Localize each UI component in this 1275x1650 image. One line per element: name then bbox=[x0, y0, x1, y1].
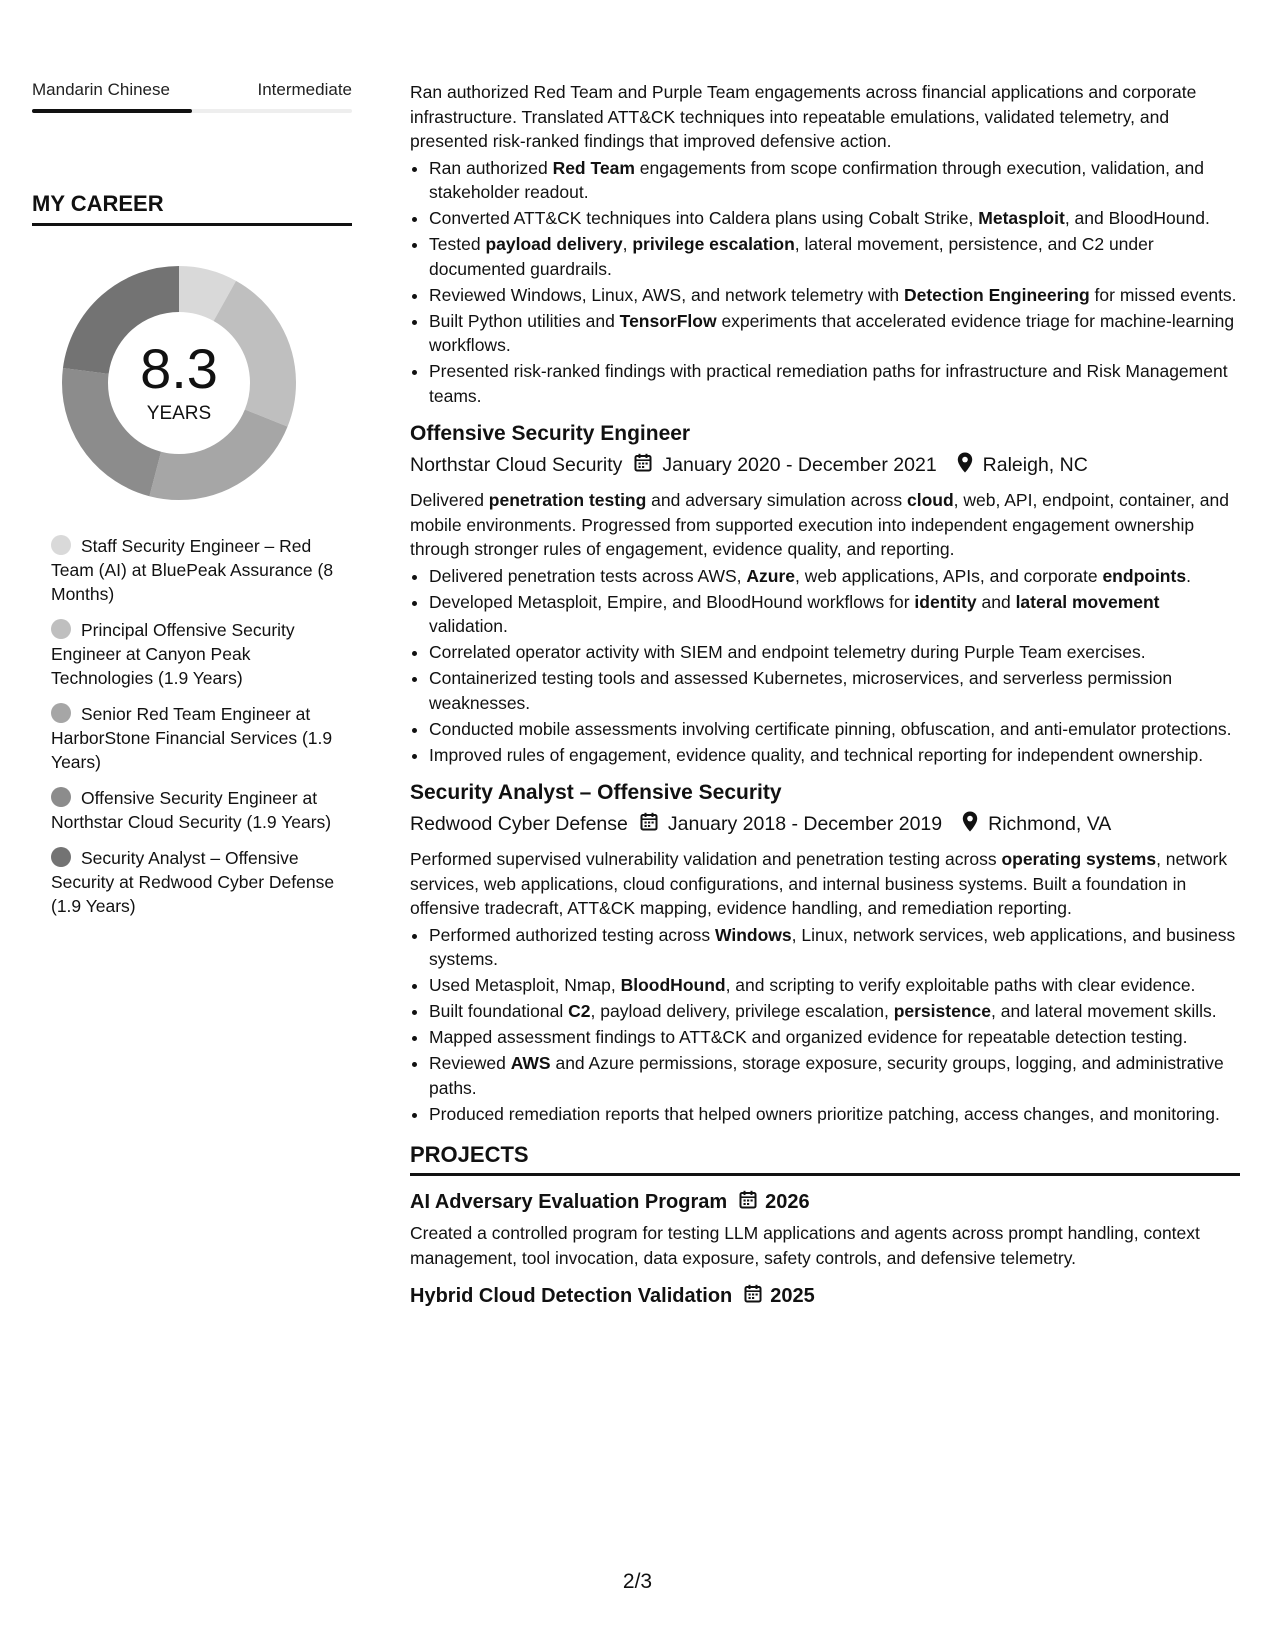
bullet-item: • Produced remediation reports that helped owners prioritize patching, access changes, and monitoring. bbox=[429, 1102, 1240, 1127]
page-number: 2/3 bbox=[622, 1570, 653, 1593]
keyword: identity bbox=[914, 591, 977, 612]
donut-center bbox=[54, 258, 304, 508]
legend-dot-icon bbox=[51, 787, 71, 807]
sidebar bbox=[32, 80, 352, 930]
project-list bbox=[410, 1190, 1240, 1309]
legend-dot-icon bbox=[51, 847, 71, 867]
keyword: Detection Engineering bbox=[903, 284, 1090, 305]
bullet-item: • Mapped assessment findings to ATT&CK and organized evidence for repeatable detection testing. bbox=[429, 1025, 1240, 1050]
bullet-item: • Converted ATT&CK techniques into Caldera plans using Cobalt Strike, Metasploit, and BloodHound. bbox=[429, 206, 1240, 231]
job-meta bbox=[410, 452, 1240, 479]
job-summary: Delivered penetration testing and adversary simulation across cloud, web, API, endpoint, container, and mobile environments. Progressed from supported execution into independent engagement ownership through stronger rules of engagement, evidence quality, and reporting. bbox=[410, 490, 1229, 559]
career-total-unit: YEARS bbox=[146, 403, 212, 424]
job-location: Raleigh, NC bbox=[982, 454, 1088, 476]
keyword: penetration testing bbox=[488, 490, 647, 510]
career-legend-text: Offensive Security Engineer at Northstar Cloud Security (1.9 Years) bbox=[51, 788, 332, 832]
job-list bbox=[410, 422, 1240, 1126]
bullet-item: • Improved rules of engagement, evidence quality, and technical reporting for independent ownership. bbox=[429, 743, 1240, 768]
bullet-item: • Tested payload delivery, privilege escalation, lateral movement, persistence, and C2 under documented guardrails. bbox=[429, 232, 1240, 281]
project-title: Hybrid Cloud Detection Validation bbox=[410, 1285, 733, 1307]
career-legend-item bbox=[51, 846, 352, 918]
career-legend-text: Staff Security Engineer – Red Team (AI) at BluePeak Assurance (8 Months) bbox=[51, 536, 334, 604]
bullet-item: • Built foundational C2, payload delivery, privilege escalation, persistence, and lateral movement skills. bbox=[429, 999, 1240, 1024]
keyword: Windows bbox=[714, 924, 792, 945]
keyword: TensorFlow bbox=[619, 310, 717, 331]
location-pin-icon bbox=[962, 811, 978, 838]
calendar-icon bbox=[739, 1190, 757, 1215]
keyword: endpoints bbox=[1102, 565, 1187, 586]
language-level: Intermediate bbox=[257, 80, 352, 99]
bullet-item: • Built Python utilities and TensorFlow experiments that accelerated evidence triage for machine-learning workflows. bbox=[429, 309, 1240, 358]
language-name: Mandarin Chinese bbox=[32, 80, 170, 99]
language-proficiency-bar bbox=[32, 109, 352, 113]
career-heading: MY CAREER bbox=[32, 191, 352, 226]
bullet-item: • Ran authorized Red Team engagements from scope confirmation through execution, validation, and stakeholder readout. bbox=[429, 156, 1240, 205]
job-company: Northstar Cloud Security bbox=[410, 454, 623, 476]
keyword: lateral movement bbox=[1015, 591, 1160, 612]
project-title-row bbox=[410, 1284, 1240, 1309]
bullet-item: • Conducted mobile assessments involving certificate pinning, obfuscation, and anti-emulator protections. bbox=[429, 717, 1240, 742]
project-entry bbox=[410, 1284, 1240, 1309]
location-pin-icon bbox=[957, 452, 973, 479]
career-legend-text: Senior Red Team Engineer at HarborStone Financial Services (1.9 Years) bbox=[51, 704, 333, 772]
legend-dot-icon bbox=[51, 619, 71, 639]
language-proficiency-fill bbox=[32, 109, 192, 113]
bullet-item: • Performed authorized testing across Windows, Linux, network services, web applications, and business systems. bbox=[429, 923, 1240, 972]
keyword: Metasploit bbox=[978, 208, 1065, 228]
project-description: Created a controlled program for testing LLM applications and agents across prompt handling, context management, tool invocation, data exposure, safety controls, and defensive telemetry. bbox=[410, 1223, 1200, 1268]
keyword: persistence bbox=[893, 1001, 991, 1021]
career-legend-item bbox=[51, 702, 352, 774]
career-legend-text: Principal Offensive Security Engineer at Canyon Peak Technologies (1.9 Years) bbox=[51, 620, 295, 688]
projects-heading: PROJECTS bbox=[410, 1142, 1240, 1176]
keyword: AWS bbox=[510, 1053, 551, 1073]
keyword: operating systems bbox=[1001, 849, 1157, 869]
keyword: BloodHound bbox=[620, 975, 726, 995]
career-legend bbox=[51, 534, 352, 918]
calendar-icon bbox=[634, 453, 652, 478]
bullet-item: • Developed Metasploit, Empire, and BloodHound workflows for identity and lateral movement validation. bbox=[429, 590, 1240, 639]
keyword: payload delivery bbox=[485, 234, 623, 254]
language-row bbox=[32, 80, 352, 100]
legend-dot-icon bbox=[51, 703, 71, 723]
experience-intro-bullets bbox=[410, 156, 1240, 409]
career-legend-item bbox=[51, 534, 352, 606]
career-total-years: 8.3 bbox=[140, 337, 218, 400]
legend-dot-icon bbox=[51, 535, 71, 555]
career-donut-chart bbox=[54, 258, 304, 508]
job-bullets bbox=[410, 923, 1240, 1127]
job-company: Redwood Cyber Defense bbox=[410, 813, 628, 835]
job-dates: January 2018 - December 2019 bbox=[667, 813, 943, 835]
bullet-item: • Presented risk-ranked findings with practical remediation paths for infrastructure and Risk Management teams. bbox=[429, 359, 1240, 408]
job-title: Security Analyst – Offensive Security bbox=[410, 781, 782, 804]
career-legend-item bbox=[51, 618, 352, 690]
project-title-row bbox=[410, 1190, 1240, 1215]
job-bullets bbox=[410, 564, 1240, 768]
career-legend-text: Security Analyst – Offensive Security at Redwood Cyber Defense (1.9 Years) bbox=[51, 848, 335, 916]
keyword: privilege escalation bbox=[632, 234, 795, 254]
bullet-item: • Reviewed AWS and Azure permissions, storage exposure, security groups, logging, and administrative paths. bbox=[429, 1051, 1240, 1100]
keyword: cloud bbox=[906, 490, 954, 510]
career-legend-item bbox=[51, 786, 352, 834]
bullet-item: • Used Metasploit, Nmap, BloodHound, and scripting to verify exploitable paths with clear evidence. bbox=[429, 973, 1240, 998]
keyword: Azure bbox=[746, 565, 796, 586]
bullet-item: • Reviewed Windows, Linux, AWS, and network telemetry with Detection Engineering for missed events. bbox=[429, 283, 1240, 308]
project-title: AI Adversary Evaluation Program bbox=[410, 1191, 728, 1213]
job-summary: Performed supervised vulnerability validation and penetration testing across operating systems, network services, web applications, cloud configurations, and internal business systems. Built a foundation in offensive tradecraft, ATT&CK mapping, evidence handling, and remediation reporting. bbox=[410, 849, 1228, 918]
project-entry bbox=[410, 1190, 1240, 1270]
main-content bbox=[410, 80, 1240, 1309]
calendar-icon bbox=[744, 1284, 762, 1309]
job-entry bbox=[410, 422, 1240, 767]
job-dates: January 2020 - December 2021 bbox=[662, 454, 937, 476]
bullet-item: • Correlated operator activity with SIEM and endpoint telemetry during Purple Team exercises. bbox=[429, 640, 1240, 665]
keyword: C2 bbox=[568, 1001, 591, 1021]
job-meta bbox=[410, 811, 1240, 838]
experience-intro-summary: Ran authorized Red Team and Purple Team engagements across financial applications and corporate infrastructure. Translated ATT&CK techniques into repeatable emulations, validated telemetry, and presented risk-ranked findings that improved defensive action. bbox=[410, 82, 1197, 151]
job-entry bbox=[410, 781, 1240, 1126]
job-location: Richmond, VA bbox=[988, 813, 1112, 835]
keyword: Red Team bbox=[552, 157, 635, 178]
bullet-item: • Containerized testing tools and assessed Kubernetes, microservices, and serverless permission weaknesses. bbox=[429, 666, 1240, 715]
project-year: 2025 bbox=[770, 1285, 815, 1307]
project-year: 2026 bbox=[765, 1191, 810, 1213]
bullet-item: • Delivered penetration tests across AWS, Azure, web applications, APIs, and corporate endpoints. bbox=[429, 564, 1240, 589]
job-title: Offensive Security Engineer bbox=[410, 422, 691, 445]
calendar-icon bbox=[640, 812, 658, 837]
